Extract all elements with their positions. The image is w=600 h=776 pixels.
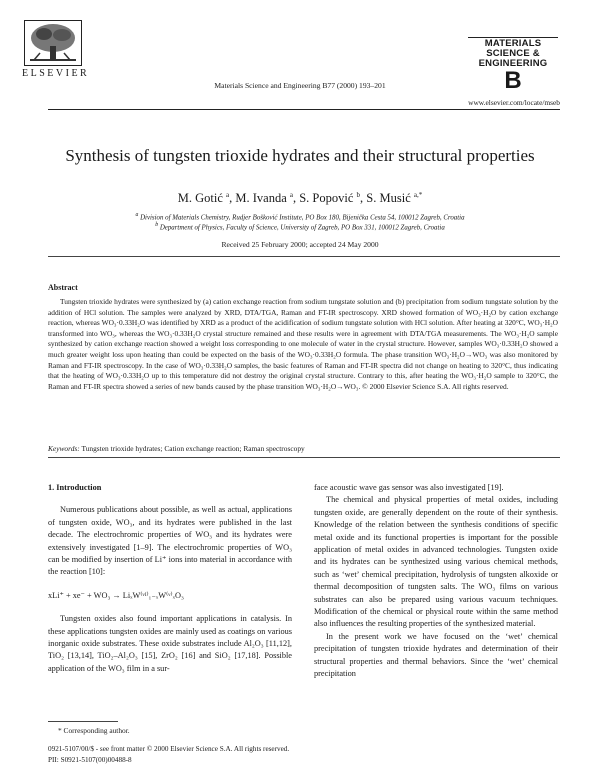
publisher-logo	[22, 20, 90, 79]
journal-logo-line: MATERIALS	[484, 38, 542, 49]
equation: xLi⁺ + xe⁻ + WO₃ → LiₓW⁽ᵛᴵ⁾₁₋ₓW⁽ᵛ⁾ₓO₃	[48, 590, 184, 600]
abstract-bottom-rule	[48, 457, 560, 458]
affiliation-b	[0, 222, 600, 231]
paragraph: face acoustic wave gas sensor was also investigated [19].	[314, 483, 504, 492]
paragraph: In the present work we have focused on the ‘wet’ chemical precipitation of tungsten trioxide hydrates and determination of their structural properties and thermal behaviors. Since the ‘wet’ chemical precipitation	[314, 631, 558, 679]
author-name: M. Ivanda	[235, 191, 287, 206]
issn-line: 0921-5107/00/$ - see front matter © 2000 Elsevier Science S.A. All rights reserved.	[48, 745, 290, 753]
affiliation-a	[0, 212, 600, 221]
footnote-rule	[48, 721, 118, 722]
author-name: S. Popović	[299, 191, 354, 206]
journal-citation: Materials Science and Engineering B77 (2000) 193–201	[214, 81, 386, 90]
author-affiliation-mark: a,*	[413, 191, 423, 199]
left-column	[48, 482, 292, 675]
paragraph: Numerous publications about possible, as well as actual, applications of tungsten oxide, WO₃, and its hydrates were published in the last decade. The electrochromic properties of WO₃ and its hydrates were extensively investigated [1–9]. The electrochromic properties of WO₃ can be modified by insertion of Li⁺ ions into material in accordance with the reaction [10]:	[48, 505, 292, 577]
pii-line: PII: S0921-5107(00)00488-8	[48, 756, 132, 764]
affiliation-mark: a	[135, 212, 139, 218]
journal-logo-line: SCIENCE &	[486, 48, 540, 59]
abstract-top-rule	[48, 256, 560, 257]
journal-logo-letter: B	[504, 67, 522, 94]
author-name: S. Musić	[366, 191, 411, 206]
keywords-label: Keywords:	[48, 444, 80, 453]
paper-title: Synthesis of tungsten trioxide hydrates and their structural properties	[65, 146, 535, 165]
right-column	[314, 482, 558, 681]
abstract-heading: Abstract	[48, 283, 78, 292]
affiliation-mark: b	[155, 222, 159, 228]
author-list: M. Gotić $^a$, M. Ivanda $^a$, S. Popović $^b$, S. Musić $^{a,*}$	[177, 191, 423, 206]
header-divider	[48, 109, 560, 110]
affiliation-text: Department of Physics, Faculty of Science, University of Zagreb, PO Box 331, 100012 Zagreb, Croatia	[159, 224, 445, 232]
paragraph: Tungsten oxides also found important applications in catalysis. In these applications tungsten oxides are mainly used as coatings on various inorganic oxide substrates. These oxide substrates include Al₂O₃ [11,12], TiO₂ [13,14], TiO₂–Al₂O₃ [15], ZrO₂ [16] and SiO₂ [17,18]. Possible application of the WO₃ film in a sur-	[48, 614, 292, 673]
footnote: * Corresponding author.	[58, 726, 130, 735]
paragraph: The chemical and physical properties of metal oxides, including tungsten oxide, are generally dependent on the route of their synthesis. Knowledge of the relation between the synthesis conditions of specific metal oxide and its functional properties is important for the possible application of metal oxides in advanced technologies. Tungsten oxide and its hydrates can be synthesized using various chemical methods, such as ‘wet’ chemical precipitation, hydrolysis of tungsten alkoxide or thermal decomposition of tungsten salts. The WO₃ films on various substrates can also be prepared using various vacuum techniques. Modification of the chemical or physical route within the same method also influences the resulting properties of the synthesized material.	[314, 495, 558, 629]
author-affiliation-mark: b	[356, 191, 361, 199]
author-affiliation-mark: a	[226, 191, 230, 199]
journal-url[interactable]: www.elsevier.com/locate/mseb	[468, 98, 560, 107]
section-heading: 1. Introduction	[48, 483, 102, 492]
abstract-text: Tungsten trioxide hydrates were synthesized by (a) cation exchange reaction from sodium tungstate solution and (b) precipitation from sodium tungstate solution by the addition of HCl solution. The samples were analyzed by XRD, DTA/TGA, Raman and FT-IR spectroscopy. XRD showed formation of WO₃·H₂O by cation exchange reaction, whereas WO₃·0.33H₂O was identified by XRD as a product of the acidification of sodium tungstate solution with HCl solution. After heating at 320°C, WO₃·H₂O transformed into WO₃, whereas the WO₃·0.33H₂O crystal structure remained and these results were in agreement with DTA/TGA measurements. The WO₃·H₂O sample synthesized by cation exchange reaction showed a weight loss corresponding to one molecule of water in the crystal structure. However, samples WO₃·0.33H₂O showed a much greater weight loss upon heating than could be expected on the basis of the WO₃·0.33H₂O formula. The phase transition WO₃·H₂O→WO₃ was also monitored by Raman and FT-IR spectroscopy. In the case of WO₃·0.33H₂O samples, the basic features of Raman and FT-IR spectra did not change on heating to 320°C, thus indicating that the heating of WO₃·0.33H₂O up to this temperature did not destroy the original crystal structure. Contrary to this, after heating the WO₃·H₂O sample to 320°C, the Raman and FT-IR spectra showed a series of new bands caused by the phase transition WO₃·H₂O→WO₃. © 2000 Elsevier Science S.A. All rights reserved.	[48, 297, 558, 391]
journal-logo-line: ENGINEERING	[478, 58, 548, 69]
publisher-name: ELSEVIER	[22, 68, 90, 79]
author-affiliation-mark: a	[289, 191, 293, 199]
received-date: Received 25 February 2000; accepted 24 May 2000	[221, 240, 379, 249]
affiliation-text: Division of Materials Chemistry, Rudjer Bošković Institute, PO Box 180, Bijenička Cesta 54, 100012 Zagreb, Croatia	[140, 214, 465, 222]
journal-logo	[468, 35, 558, 93]
keywords-text: Tungsten trioxide hydrates; Cation exchange reaction; Raman spectroscopy	[81, 444, 305, 453]
elsevier-tree-icon	[24, 20, 82, 66]
keywords	[48, 444, 558, 453]
author-name: M. Gotić	[177, 191, 223, 206]
